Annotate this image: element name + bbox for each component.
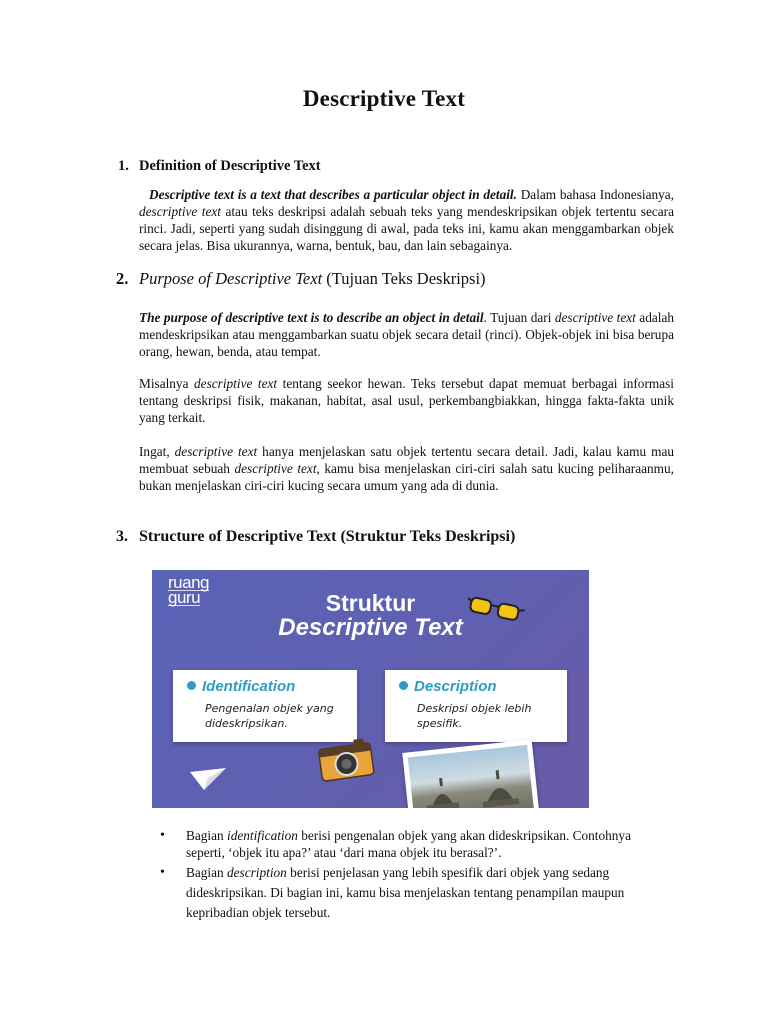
paper-plane-icon xyxy=(188,766,228,792)
purpose-text-a: . Tujuan dari xyxy=(483,310,555,325)
description-card xyxy=(385,670,567,742)
logo-line-1: ruang xyxy=(168,573,209,592)
structure-bullet-list xyxy=(160,827,660,923)
bullet-dot-icon xyxy=(399,681,408,690)
bullet-1-text-a: Bagian xyxy=(186,828,227,843)
identification-heading xyxy=(187,678,295,695)
temple-photo-inner xyxy=(408,745,534,808)
example-text-b: tentang seekor hewan. Teks tersebut dapat memuat berbagai informasi tentang deskripsi fisik, makanan, habitat, asal usul, perkembangbiakkan, hingga fakta-fakta unik yang terkait. xyxy=(139,376,674,425)
identification-heading-text: Identification xyxy=(202,678,296,695)
section-2-heading-italic: Purpose of Descriptive Text xyxy=(139,269,323,288)
identification-subtext: Pengenalan objek yang dideskripsikan. xyxy=(205,702,334,730)
temple-photo-image xyxy=(402,739,539,808)
bullet-icon: • xyxy=(160,865,165,880)
reminder-italic-text: descriptive text xyxy=(174,444,258,459)
section-1-number: 1. xyxy=(118,158,129,174)
section-1-heading xyxy=(118,158,321,175)
purpose-paragraph-2 xyxy=(139,375,674,426)
section-1-paragraph xyxy=(139,186,674,254)
description-heading-text: Description xyxy=(414,678,497,695)
definition-italic-text: descriptive text xyxy=(139,204,221,219)
banner-title-line-1: Struktur xyxy=(325,590,416,616)
description-heading xyxy=(399,678,497,695)
banner-title-line-2: Descriptive Text xyxy=(278,614,463,641)
reminder-text-b: hanya menjelaskan satu objek tertentu secara detail. Jadi, kalau kamu mau membuat sebuah xyxy=(139,444,674,476)
bullet-description xyxy=(160,863,660,923)
description-subtext: Deskripsi objek lebih spesifik. xyxy=(417,702,532,730)
camera-icon xyxy=(316,738,376,782)
purpose-text-b: adalah mendeskripsikan atau menggambarkan suatu objek secara detail (rinci). Objek-objek ini bisa berupa orang, hewan, benda, atau tempat. xyxy=(139,310,674,359)
section-3-number: 3. xyxy=(116,528,128,545)
definition-text-a: Dalam bahasa Indonesianya, xyxy=(516,187,674,202)
reminder-text-a: Ingat, xyxy=(139,444,175,459)
page-title: Descriptive Text xyxy=(302,86,466,111)
logo-line-2: guru xyxy=(168,588,201,607)
purpose-bold-text: The purpose of descriptive text is to describe an object in detail xyxy=(139,310,484,325)
purpose-paragraph-1 xyxy=(139,309,674,360)
example-italic-text: descriptive text xyxy=(194,376,278,391)
sunglasses-icon xyxy=(464,594,526,628)
section-1-heading-text: Definition of Descriptive Text xyxy=(139,158,321,174)
bullet-icon: • xyxy=(160,828,165,843)
reminder-italic-text-2: descriptive text xyxy=(234,461,317,476)
section-2-number: 2. xyxy=(116,269,129,288)
section-2-heading-rest: (Tujuan Teks Deskripsi) xyxy=(322,269,486,288)
purpose-italic-text: descriptive text xyxy=(554,310,636,325)
section-3-heading xyxy=(116,528,515,546)
bullet-identification xyxy=(160,827,660,861)
bullet-2-text-a: Bagian xyxy=(186,865,227,880)
section-3-heading-text: Structure of Descriptive Text (Struktur Teks Deskripsi) xyxy=(139,528,516,545)
bullet-2-text-b: berisi penjelasan yang lebih spesifik dari objek yang sedang dideskripsikan. Di bagian ini, kamu bisa menjelaskan tentang penampilan maupun kepribadian objek tersebut. xyxy=(186,865,625,920)
reminder-text-c: , kamu bisa menjelaskan ciri-ciri salah satu kucing peliharaanmu, bukan menjelaskan ciri-ciri kucing secara umum yang ada di dunia. xyxy=(139,461,674,493)
definition-bold-text: Descriptive text is a text that describes a particular object in detail. xyxy=(149,187,517,202)
section-2-heading xyxy=(116,269,486,289)
stupa-icon xyxy=(408,745,534,808)
purpose-paragraph-3 xyxy=(139,443,674,494)
structure-banner-image xyxy=(152,570,589,808)
definition-text-b: atau teks deskripsi adalah sebuah teks yang mendeskripsikan objek tertentu secara rinci. Jadi, seperti yang sudah disinggung di awal, pada teks ini, kamu akan menggambarkan objek secara jelas. Bisa ukurannya, warna, bentuk, bau, dan lain sebagainya. xyxy=(139,204,675,253)
bullet-2-italic: description xyxy=(227,865,287,880)
bullet-1-text-b: berisi pengenalan objek yang akan dideskripsikan. Contohnya seperti, ‘objek itu apa?’ atau ‘dari mana objek itu berasal?’. xyxy=(186,828,631,860)
example-text-a: Misalnya xyxy=(139,376,195,391)
bullet-1-italic: identification xyxy=(227,828,298,843)
identification-card xyxy=(173,670,357,742)
bullet-dot-icon xyxy=(187,681,196,690)
